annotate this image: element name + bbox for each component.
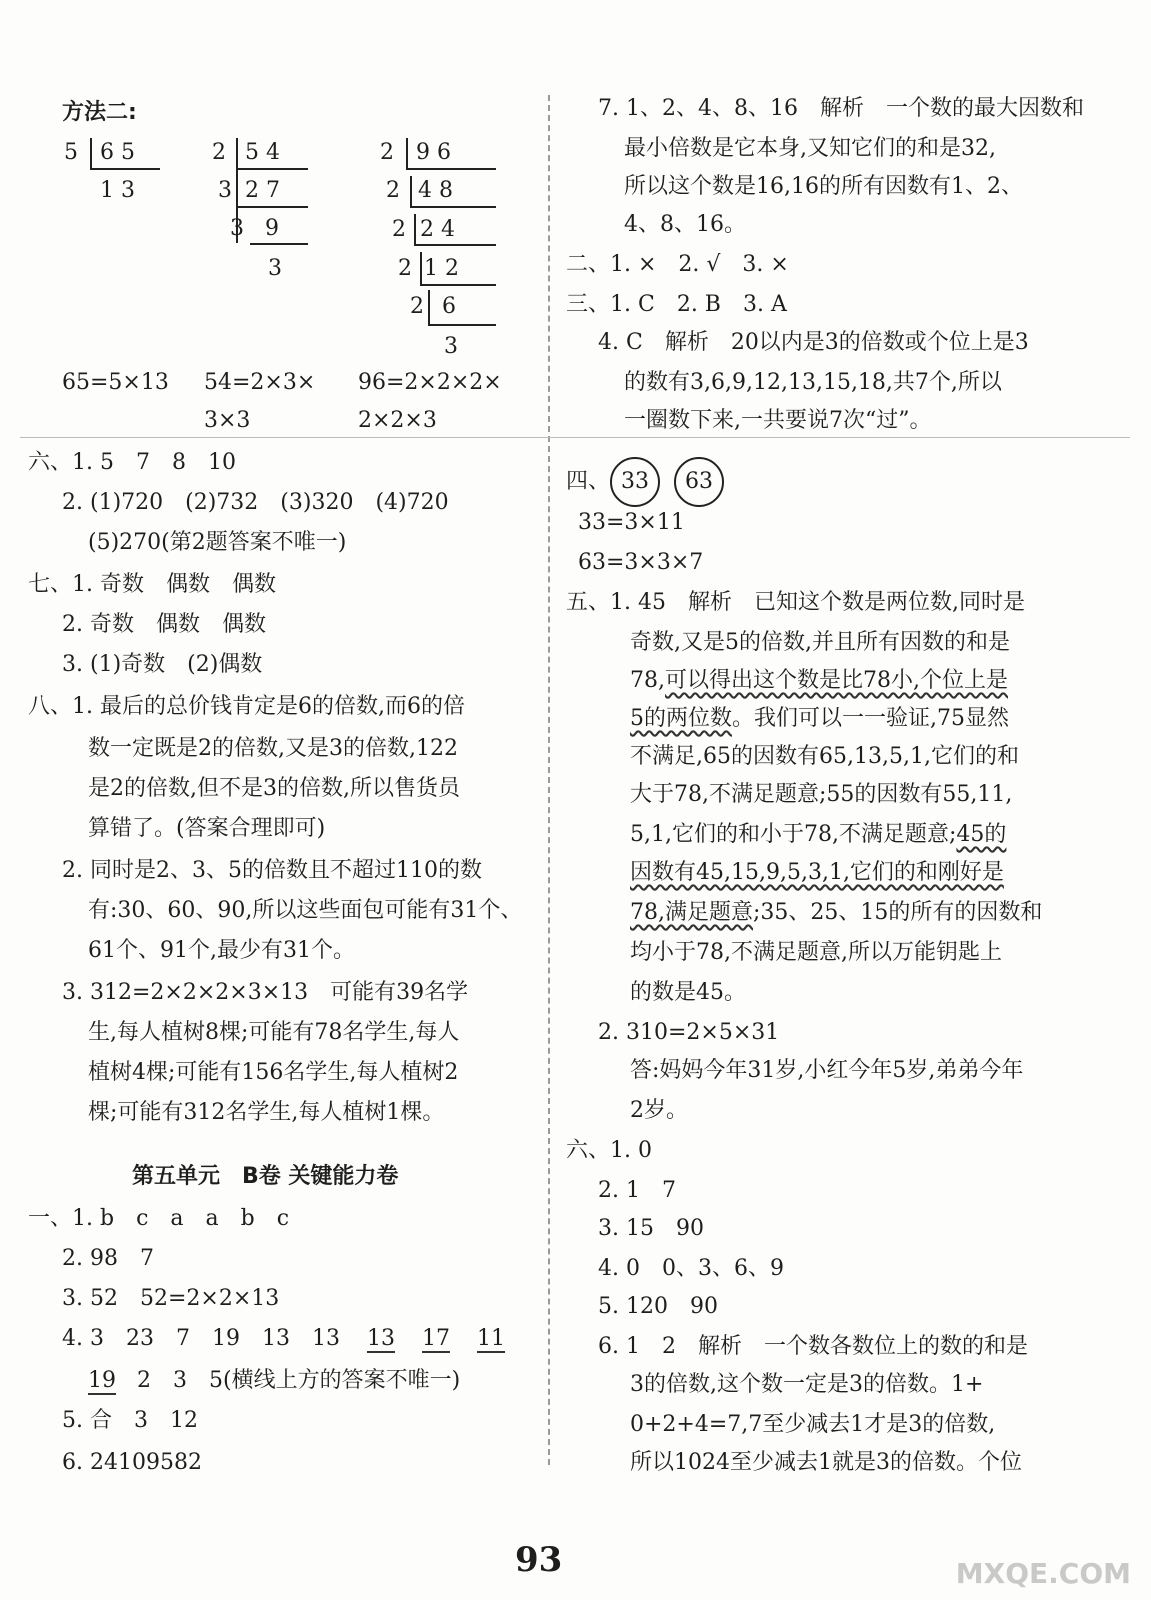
- division-line: [90, 168, 160, 170]
- answer-line: 均小于78,不满足题意,所以万能钥匙上: [630, 940, 1002, 965]
- answer-line: [630, 668, 1008, 694]
- dividend: 5 4: [245, 140, 280, 165]
- answer-line: 3. 15 90: [598, 1216, 704, 1241]
- answer-text: 5,1,它们的和小于78,不满足题意;: [630, 822, 957, 847]
- page-number: 93: [515, 1540, 563, 1580]
- underlined-answer: 19: [88, 1368, 116, 1393]
- answer-text: ;35、25、15的所有的因数和: [753, 900, 1043, 925]
- answer-line: 6. 1 2 解析 一个数各数位上的数的和是: [598, 1334, 1028, 1359]
- division-line: [406, 168, 496, 170]
- factor-eq-96-cont: 2×2×3: [358, 408, 437, 433]
- factor-eq-54: 54=2×3×: [204, 370, 316, 395]
- quotient: 1 3: [100, 178, 135, 203]
- answer-line: 最小倍数是它本身,又知它们的和是32,: [624, 136, 996, 161]
- answer-line: 5. 合 3 12: [62, 1408, 198, 1433]
- answer-line: 3的倍数,这个数一定是3的倍数。1+: [630, 1372, 984, 1397]
- answer-line: 一、1. b c a a b c: [28, 1206, 290, 1231]
- quotient: 2 7: [245, 178, 280, 203]
- circled-number: 63: [674, 457, 724, 507]
- answer-line: 3. (1)奇数 (2)偶数: [62, 652, 263, 677]
- answer-line: 2. 310=2×5×31: [598, 1020, 780, 1045]
- watermark-text: MXQE.COM: [955, 1557, 1131, 1590]
- answer-text: 。我们可以一一验证,75显然: [732, 706, 1009, 731]
- division-line: [420, 284, 496, 286]
- division-bar: [420, 252, 422, 284]
- answer-line: [566, 457, 738, 507]
- section-label: 四、: [566, 469, 611, 494]
- answer-line: 六、1. 5 7 8 10: [28, 450, 236, 475]
- division-line: [428, 324, 496, 326]
- answer-line: [630, 900, 1042, 926]
- circled-number: 33: [610, 457, 660, 507]
- divisor: 2: [212, 140, 226, 165]
- quotient: 9: [265, 216, 279, 241]
- answer-line: 数一定既是2的倍数,又是3的倍数,122: [88, 736, 458, 761]
- section-title: 第五单元 B卷 关键能力卷: [132, 1164, 399, 1189]
- division-bar: [406, 138, 408, 168]
- answer-line: 六、1. 0: [566, 1138, 652, 1163]
- underlined-answer: 17: [421, 1326, 450, 1351]
- quotient: 2 4: [420, 217, 455, 242]
- section-divider: [20, 437, 1130, 438]
- answer-text: 2 3 5(横线上方的答案不唯一): [137, 1368, 461, 1393]
- method-title: 方法二:: [62, 100, 137, 125]
- answer-line: 五、1. 45 解析 已知这个数是两位数,同时是: [566, 590, 1025, 615]
- factor-eq-65: 65=5×13: [62, 370, 169, 395]
- answer-text: 78,: [630, 668, 665, 693]
- answer-line: 7. 1、2、4、8、16 解析 一个数的最大因数和: [598, 96, 1084, 121]
- answer-line: 棵;可能有312名学生,每人植树1棵。: [88, 1100, 445, 1125]
- quotient: 6: [442, 294, 456, 319]
- answer-line: 八、1. 最后的总价钱肯定是6的倍数,而6的倍: [28, 694, 465, 719]
- answer-line: 二、1. × 2. √ 3. ×: [566, 252, 789, 277]
- answer-line: 3. 52 52=2×2×13: [62, 1286, 280, 1311]
- watermark: [956, 1557, 1131, 1590]
- dividend: 9 6: [416, 140, 451, 165]
- answer-line: [630, 706, 1009, 732]
- answer-line: [88, 1368, 460, 1394]
- answer-line: 33=3×11: [578, 510, 685, 535]
- column-divider: [548, 95, 550, 1465]
- answer-line: 6. 24109582: [62, 1450, 202, 1475]
- underlined-answer: 11: [476, 1326, 505, 1351]
- answer-line: 是2的倍数,但不是3的倍数,所以售货员: [88, 776, 460, 801]
- answer-line: 所以这个数是16,16的所有因数有1、2、: [624, 174, 1023, 199]
- wavy-underlined-text: 45的: [956, 822, 1007, 847]
- quotient: 3: [444, 334, 458, 359]
- answer-line: [630, 822, 1006, 848]
- divisor: 3: [230, 216, 244, 241]
- dividend: 6 5: [100, 140, 135, 165]
- answer-line: 的数是45。: [630, 980, 746, 1005]
- answer-line: 生,每人植树8棵;可能有78名学生,每人: [88, 1020, 460, 1045]
- answer-line: 63=3×3×7: [578, 550, 704, 575]
- divisor: 2: [386, 178, 400, 203]
- divisor: 2: [380, 140, 394, 165]
- quotient: 3: [268, 256, 282, 281]
- wavy-underlined-text: 78,满足题意: [630, 900, 753, 925]
- answer-line: 4. C 解析 20以内是3的倍数或个位上是3: [598, 330, 1029, 355]
- underlined-answer: 13: [366, 1326, 395, 1351]
- division-line: [414, 244, 496, 246]
- answer-line: 2. 98 7: [62, 1246, 154, 1271]
- answer-line: 大于78,不满足题意;55的因数有55,11,: [630, 782, 1013, 807]
- answer-line: 4、8、16。: [624, 212, 746, 237]
- wavy-underlined-line: 因数有45,15,9,5,3,1,它们的和刚好是: [630, 860, 1004, 885]
- answer-line: 三、1. C 2. B 3. A: [566, 292, 787, 317]
- answer-line: 61个、91个,最少有31个。: [88, 938, 355, 963]
- answer-line: 七、1. 奇数 偶数 偶数: [28, 572, 276, 597]
- answer-line: 答:妈妈今年31岁,小红今年5岁,弟弟今年: [630, 1058, 1024, 1083]
- divisor: 2: [392, 217, 406, 242]
- answer-line: 植树4棵;可能有156名学生,每人植树2: [88, 1060, 459, 1085]
- quotient: 1 2: [424, 256, 459, 281]
- answer-line: 2岁。: [630, 1098, 688, 1123]
- division-line: [250, 243, 308, 245]
- division-bar: [90, 138, 92, 168]
- division-line: [236, 168, 308, 170]
- divisor: 5: [64, 140, 78, 165]
- answer-line: 3. 312=2×2×2×3×13 可能有39名学: [62, 980, 469, 1005]
- quotient: 4 8: [418, 178, 453, 203]
- division-bar: [414, 214, 416, 244]
- divisor: 2: [398, 256, 412, 281]
- answer-line: 一圈数下来,一共要说7次“过”。: [624, 408, 932, 433]
- wavy-underlined-text: 可以得出这个数是比78小,个位上是: [665, 668, 1008, 693]
- division-bar: [428, 290, 430, 324]
- answer-line: 0+2+4=7,7至少减去1才是3的倍数,: [630, 1412, 996, 1437]
- division-bar: [410, 176, 412, 206]
- answer-line: 2. 同时是2、3、5的倍数且不超过110的数: [62, 858, 482, 883]
- factor-eq-96: 96=2×2×2×: [358, 370, 502, 395]
- divisor: 3: [218, 178, 232, 203]
- answer-line: 奇数,又是5的倍数,并且所有因数的和是: [630, 630, 1010, 655]
- answer-line: 2. 奇数 偶数 偶数: [62, 612, 266, 637]
- answer-line: (5)270(第2题答案不唯一): [88, 530, 347, 555]
- answer-line: 不满足,65的因数有65,13,5,1,它们的和: [630, 744, 1019, 769]
- answer-line: [62, 1326, 505, 1352]
- division-line: [236, 206, 308, 208]
- answer-line: 4. 0 0、3、6、9: [598, 1256, 784, 1281]
- divisor: 2: [410, 294, 424, 319]
- answer-text: 4. 3 23 7 19 13 13: [62, 1326, 340, 1351]
- factor-eq-54-cont: 3×3: [204, 408, 251, 433]
- answer-line: 的数有3,6,9,12,13,15,18,共7个,所以: [624, 370, 1002, 395]
- answer-line: 5. 120 90: [598, 1294, 718, 1319]
- answer-line: 2. (1)720 (2)732 (3)320 (4)720: [62, 490, 449, 515]
- answer-line: 所以1024至少减去1就是3的倍数。个位: [630, 1450, 1022, 1475]
- answer-line: 有:30、60、90,所以这些面包可能有31个、: [88, 898, 523, 923]
- division-line: [410, 206, 496, 208]
- answer-line: 算错了。(答案合理即可): [88, 816, 326, 841]
- answer-line: 2. 1 7: [598, 1178, 676, 1203]
- wavy-underlined-text: 5的两位数: [630, 706, 732, 731]
